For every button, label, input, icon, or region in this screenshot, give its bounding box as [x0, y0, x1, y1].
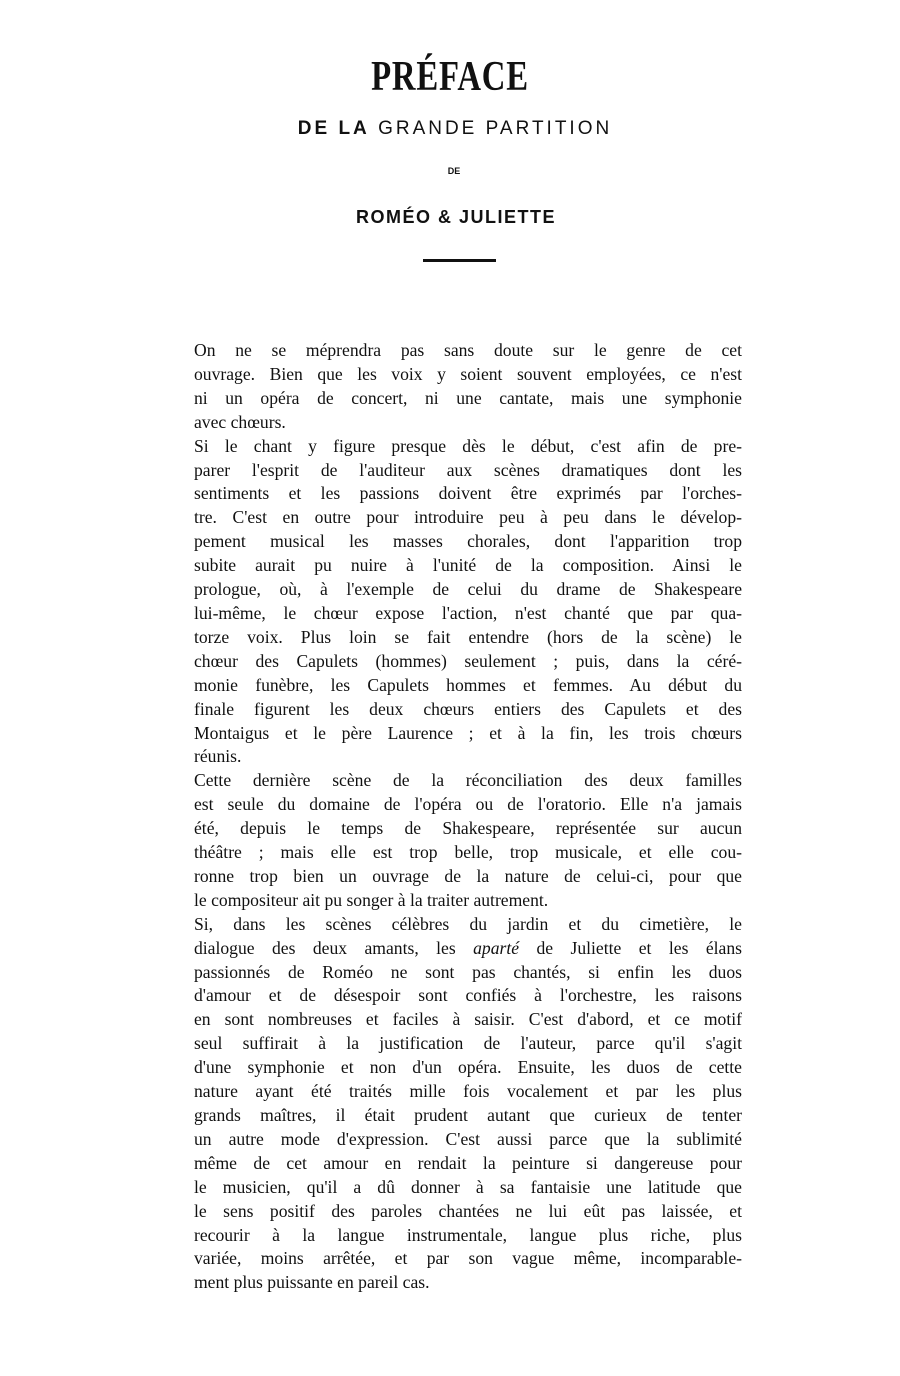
text-line: le sens positif des paroles chantées ne lui eût pas laissée, et — [194, 1200, 742, 1221]
text-line: tre. C'est en outre pour introduire peu à peu dans le dévelop- — [194, 507, 742, 528]
text-line: variée, moins arrêtée, et par son vague même, incomparable- — [194, 1248, 742, 1269]
text-line: ouvrage. Bien que les voix y soient souvent employées, ce n'est — [194, 363, 742, 384]
text-line: théâtre ; mais elle est trop belle, trop musicale, et elle cou- — [194, 842, 742, 863]
text-line: en sont nombreuses et faciles à saisir. C'est d'abord, et ce motif — [194, 1009, 742, 1030]
text-line: Montaigus et le père Laurence ; et à la fin, les trois chœurs — [194, 722, 742, 743]
subtitle — [0, 116, 900, 142]
text-line: ment plus puissante en pareil cas. — [194, 1272, 430, 1293]
work-title: ROMÉO & JULIETTE — [355, 207, 556, 227]
subtitle-connector: DE — [447, 166, 461, 176]
text-line: chœur des Capulets (hommes) seulement ; puis, dans la céré- — [194, 650, 742, 671]
body-paragraph — [172, 769, 742, 912]
text-line: subite aurait pu nuire à l'unité de la composition. Ainsi le — [194, 555, 742, 576]
preface-body — [172, 339, 742, 1295]
text-line: Si le chant y figure presque dès le début, c'est afin de pre- — [194, 435, 742, 456]
text-line: ronne trop bien un ouvrage de la nature de celui-ci, pour que — [194, 865, 742, 886]
body-paragraph — [172, 339, 742, 435]
text-line: torze voix. Plus loin se fait entendre (hors de la scène) le — [194, 626, 742, 647]
text-line: sentiments et les passions doivent être exprimés par l'orches- — [194, 483, 742, 504]
text-line: recourir à la langue instrumentale, langue plus riche, plus — [194, 1224, 742, 1245]
text-line: avec chœurs. — [194, 411, 286, 432]
text-line: été, depuis le temps de Shakespeare, représentée sur aucun — [194, 818, 742, 839]
text-line: pement musical les masses chorales, dont l'apparition trop — [194, 531, 742, 552]
text-line: réunis. — [194, 746, 242, 767]
text-line: d'amour et de désespoir sont confiés à l'orchestre, les raisons — [194, 985, 742, 1006]
text-line: Cette dernière scène de la réconciliation des deux familles — [194, 770, 742, 791]
body-paragraph — [172, 913, 742, 1296]
text-line: monie funèbre, les Capulets hommes et femmes. Au début du — [194, 674, 742, 695]
text-line: le compositeur ait pu songer à la traiter autrement. — [194, 889, 549, 910]
subtitle-prefix: DE LA — [297, 118, 370, 139]
text-line: d'une symphonie et non d'un opéra. Ensuite, les duos de cette — [194, 1057, 742, 1078]
text-line: finale figurent les deux chœurs entiers des Capulets et des — [194, 698, 742, 719]
text-line: dialogue des deux amants, les aparté de Juliette et les élans — [194, 937, 742, 958]
text-line: est seule du domaine de l'opéra ou de l'oratorio. Elle n'a jamais — [194, 794, 742, 815]
text-line: le musicien, qu'il a dû donner à sa fantaisie une latitude que — [194, 1176, 742, 1197]
text-line: parer l'esprit de l'auditeur aux scènes dramatiques dont les — [194, 459, 742, 480]
text-line: seul suffirait à la justification de l'auteur, parce qu'il s'agit — [194, 1033, 742, 1054]
text-line: nature ayant été traités mille fois vocalement et par les plus — [194, 1081, 742, 1102]
subtitle-main: GRANDE PARTITION — [378, 118, 613, 139]
page-title: PRÉFACE — [371, 54, 529, 100]
title-rule-divider — [423, 259, 496, 262]
text-line: On ne se méprendra pas sans doute sur le genre de cet — [194, 340, 742, 360]
text-line: même de cet amour en rendait la peinture si dangereuse pour — [194, 1152, 742, 1173]
body-paragraph — [172, 435, 742, 770]
text-line: un autre mode d'expression. C'est aussi parce que la sublimité — [194, 1128, 742, 1149]
text-line: grands maîtres, il était prudent autant que curieux de tenter — [194, 1105, 742, 1125]
text-line: passionnés de Roméo ne sont pas chantés, si enfin les duos — [194, 961, 742, 982]
text-line: lui-même, le chœur expose l'action, n'est chanté que par qua- — [194, 602, 742, 623]
text-line: prologue, où, à l'exemple de celui du drame de Shakespeare — [194, 579, 742, 600]
text-line: Si, dans les scènes célèbres du jardin et du cimetière, le — [194, 913, 742, 934]
text-line: ni un opéra de concert, ni une cantate, mais une symphonie — [194, 387, 742, 408]
emphasis-text: aparté — [473, 937, 520, 958]
